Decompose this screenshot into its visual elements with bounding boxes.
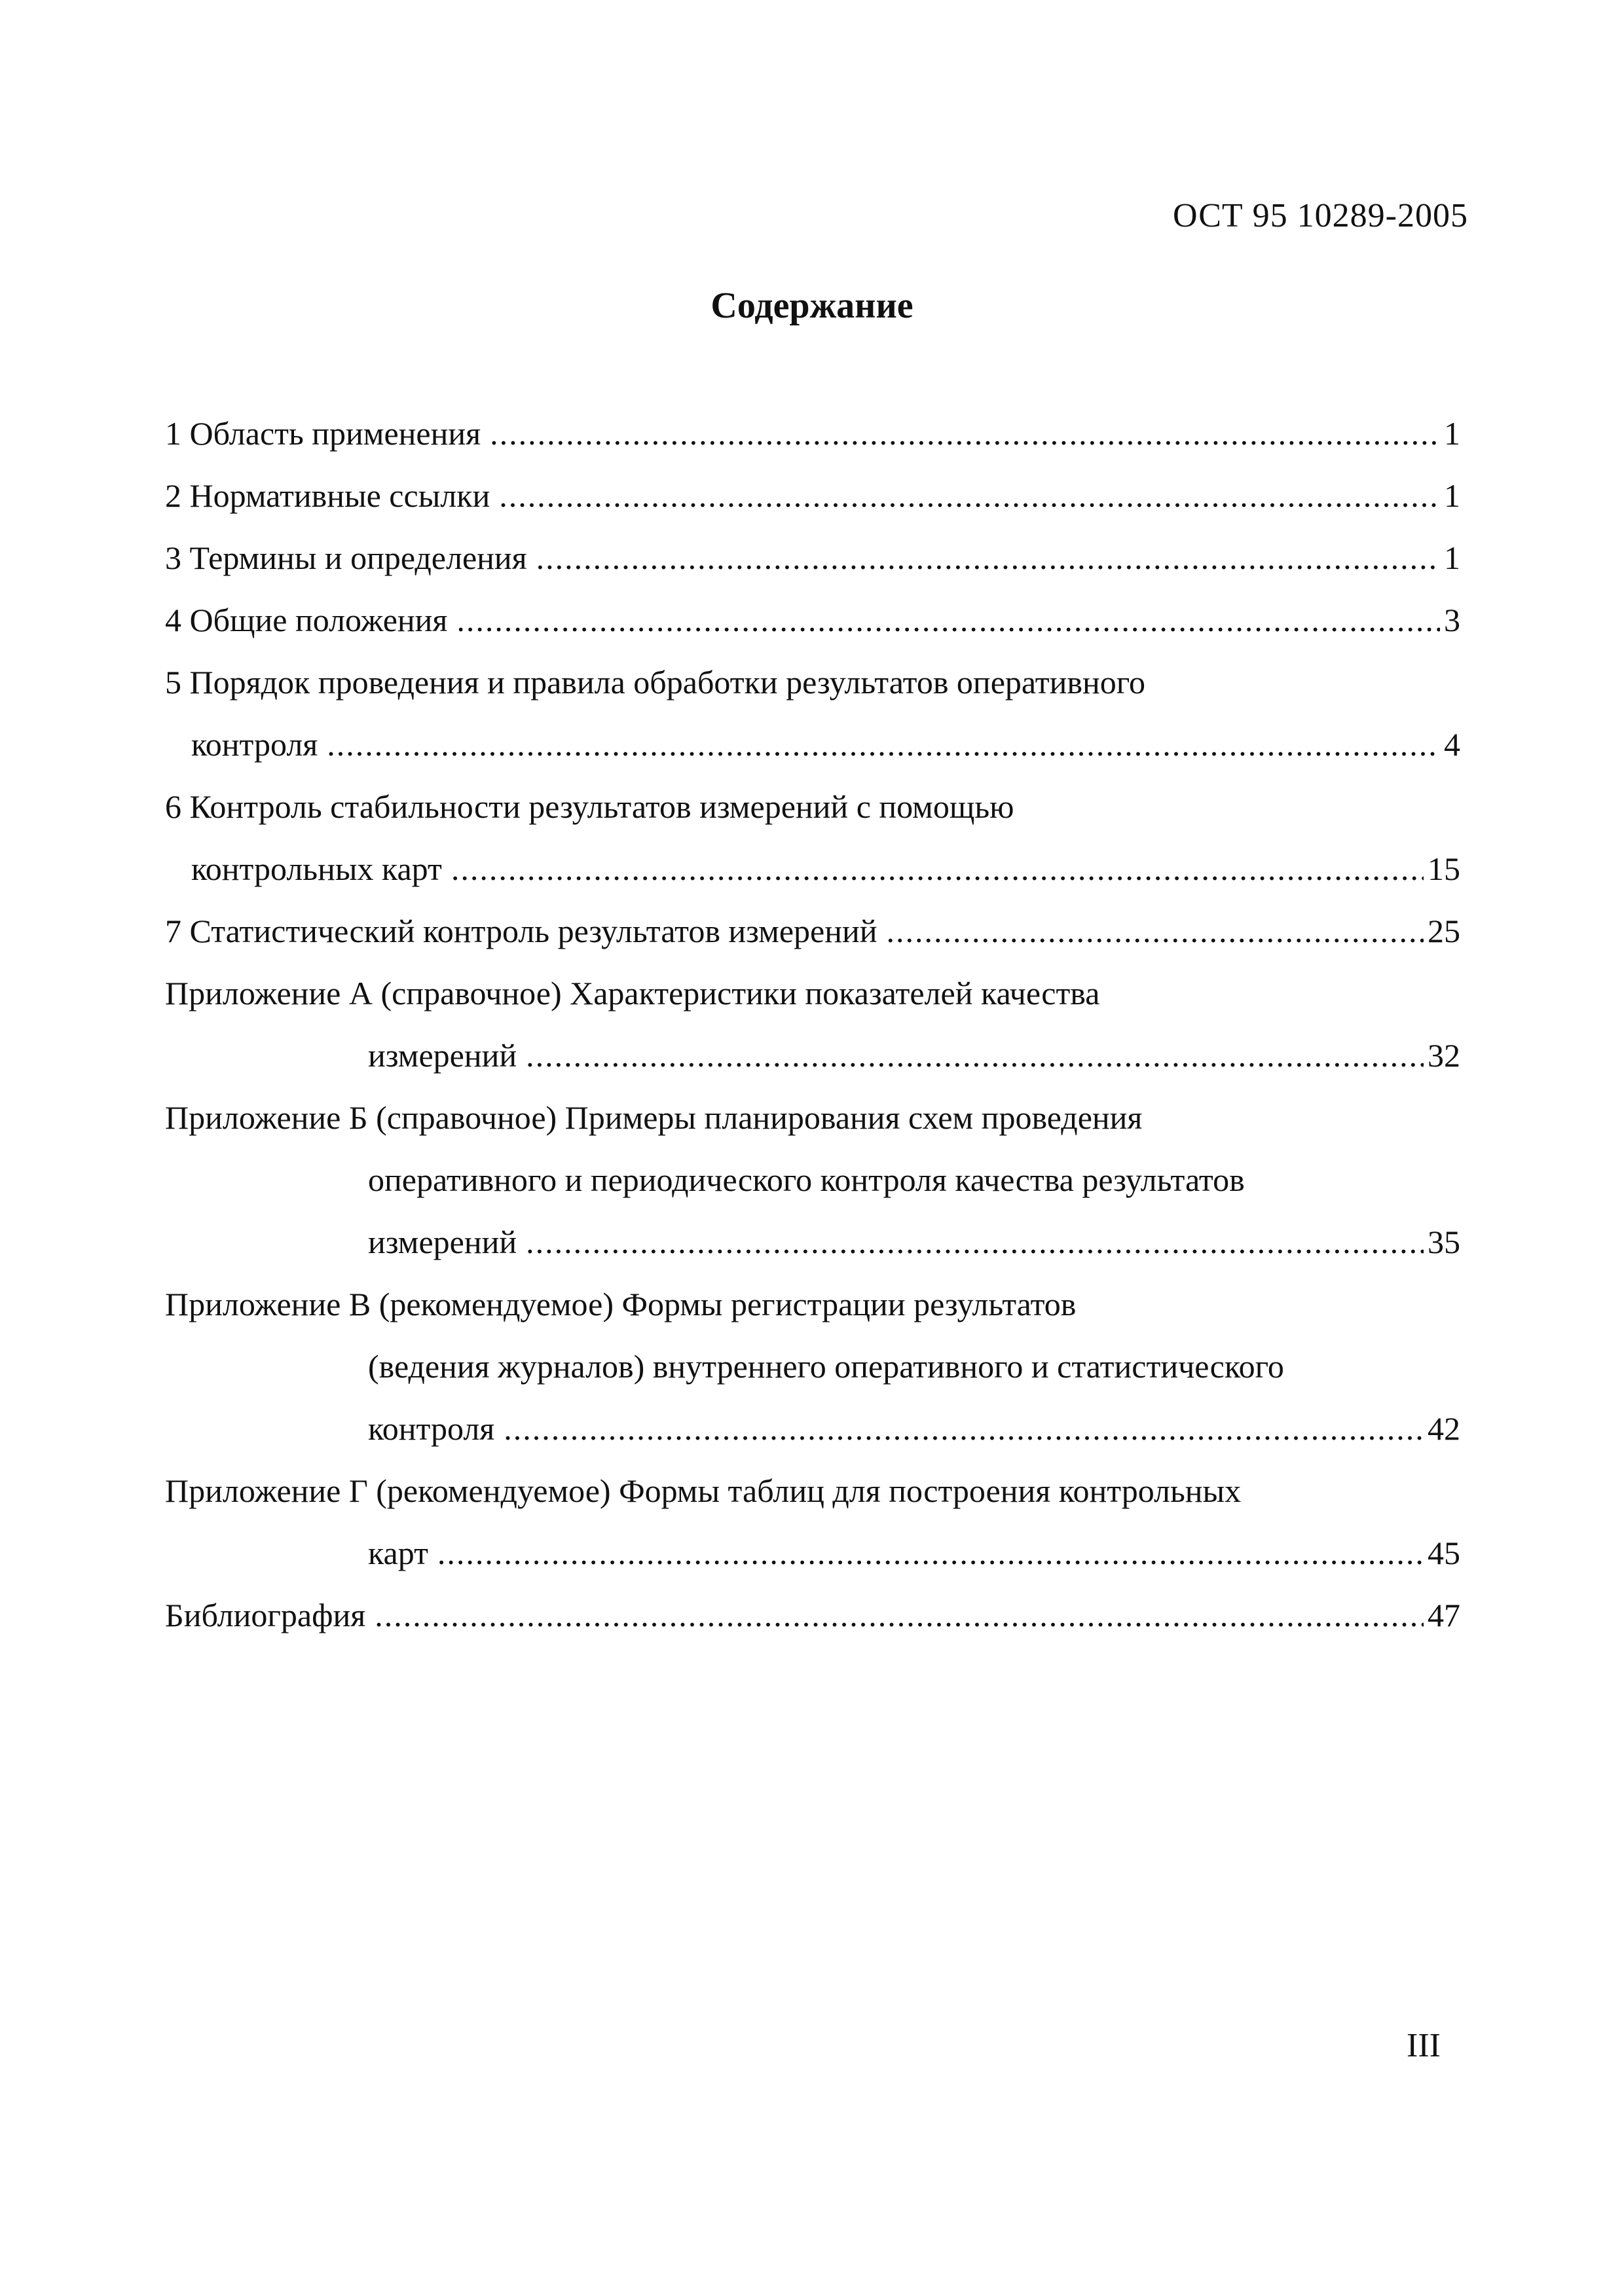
toc-dot-leader bbox=[504, 1398, 1424, 1460]
toc-page-number: 45 bbox=[1428, 1535, 1460, 1571]
toc-entry-continuation[interactable] bbox=[165, 1336, 1460, 1398]
toc-page-number: 47 bbox=[1428, 1597, 1460, 1633]
toc-dot-leader bbox=[499, 465, 1440, 527]
toc-entry-title-cont: контрольных карт bbox=[191, 850, 442, 887]
toc-entry-title: Приложение В (рекомендуемое) Формы регистрации результатов bbox=[165, 1286, 1077, 1322]
toc-entry-continuation[interactable] bbox=[165, 1398, 1460, 1460]
toc-page-number: 4 bbox=[1444, 726, 1460, 763]
toc-entry-title-mid: (ведения журналов) внутреннего оперативного и статистического bbox=[368, 1348, 1284, 1385]
toc-entry-continuation[interactable] bbox=[165, 1149, 1460, 1211]
toc-dot-leader bbox=[327, 714, 1440, 776]
toc-entry-title: 1 Область применения bbox=[165, 415, 481, 452]
toc-page-number: 35 bbox=[1428, 1224, 1460, 1260]
toc-entry-continuation[interactable] bbox=[165, 1522, 1460, 1584]
toc-entry-continuation[interactable] bbox=[165, 714, 1460, 776]
toc-page-number: 1 bbox=[1444, 539, 1460, 576]
toc-entry-bibliography[interactable] bbox=[165, 1584, 1460, 1647]
toc-entry[interactable] bbox=[165, 527, 1460, 589]
toc-entry-title: Приложение Г (рекомендуемое) Формы таблиц для построения контрольных bbox=[165, 1472, 1242, 1509]
toc-entry-continuation[interactable] bbox=[165, 1211, 1460, 1273]
toc-dot-leader bbox=[536, 527, 1440, 589]
toc-entry[interactable] bbox=[165, 651, 1460, 714]
toc-entry-title: Библиография bbox=[165, 1597, 366, 1633]
toc-page-number: 15 bbox=[1428, 850, 1460, 887]
toc-entry[interactable] bbox=[165, 589, 1460, 651]
toc-page-number: 1 bbox=[1444, 477, 1460, 514]
toc-entry-title-mid: оперативного и периодического контроля качества результатов bbox=[368, 1161, 1245, 1198]
toc-entry-title-cont: контроля bbox=[368, 1410, 495, 1447]
toc-entry-title: 3 Термины и определения bbox=[165, 539, 527, 576]
toc-entry-continuation[interactable] bbox=[165, 1025, 1460, 1087]
toc-dot-leader bbox=[437, 1522, 1424, 1584]
toc-entry-title: 7 Статистический контроль результатов измерений bbox=[165, 913, 877, 949]
toc-entry-title-cont: контроля bbox=[191, 726, 318, 763]
toc-page-number: 3 bbox=[1444, 602, 1460, 638]
toc-dot-leader bbox=[490, 403, 1440, 465]
toc-entry-title-cont: измерений bbox=[368, 1037, 517, 1074]
toc-entry[interactable] bbox=[165, 465, 1460, 527]
toc-entry-title-cont: измерений bbox=[368, 1224, 517, 1260]
toc-dot-leader bbox=[375, 1584, 1424, 1647]
toc-entry-appendix-a[interactable] bbox=[165, 962, 1460, 1025]
toc-entry-title: 5 Порядок проведения и правила обработки результатов оперативного bbox=[165, 664, 1146, 701]
toc-dot-leader bbox=[451, 838, 1424, 900]
page-title: Содержание bbox=[710, 285, 913, 326]
toc-page-number: 1 bbox=[1444, 415, 1460, 452]
toc-entry-title: Приложение Б (справочное) Примеры планирования схем проведения bbox=[165, 1099, 1143, 1136]
toc-dot-leader bbox=[526, 1025, 1424, 1087]
toc-entry-title-cont: карт bbox=[368, 1535, 428, 1571]
toc-dot-leader bbox=[456, 589, 1440, 651]
toc-entry-title: 6 Контроль стабильности результатов измерений с помощью bbox=[165, 788, 1014, 825]
page-number: III bbox=[1407, 2027, 1441, 2064]
table-of-contents bbox=[165, 403, 1460, 1647]
toc-entry-appendix-b[interactable] bbox=[165, 1087, 1460, 1149]
toc-entry-continuation[interactable] bbox=[165, 838, 1460, 900]
toc-page-number: 42 bbox=[1428, 1410, 1460, 1447]
toc-page-number: 25 bbox=[1428, 913, 1460, 949]
toc-page-number: 32 bbox=[1428, 1037, 1460, 1074]
toc-entry-appendix-v[interactable] bbox=[165, 1273, 1460, 1336]
toc-entry-title: 4 Общие положения bbox=[165, 602, 448, 638]
toc-entry[interactable] bbox=[165, 776, 1460, 838]
toc-dot-leader bbox=[526, 1211, 1424, 1273]
document-code: ОСТ 95 10289-2005 bbox=[1173, 197, 1468, 234]
toc-entry[interactable] bbox=[165, 403, 1460, 465]
toc-entry-title: Приложение А (справочное) Характеристики показателей качества bbox=[165, 975, 1100, 1011]
toc-entry-appendix-g[interactable] bbox=[165, 1460, 1460, 1522]
toc-entry-title: 2 Нормативные ссылки bbox=[165, 477, 490, 514]
toc-entry[interactable] bbox=[165, 900, 1460, 962]
toc-dot-leader bbox=[887, 900, 1424, 962]
